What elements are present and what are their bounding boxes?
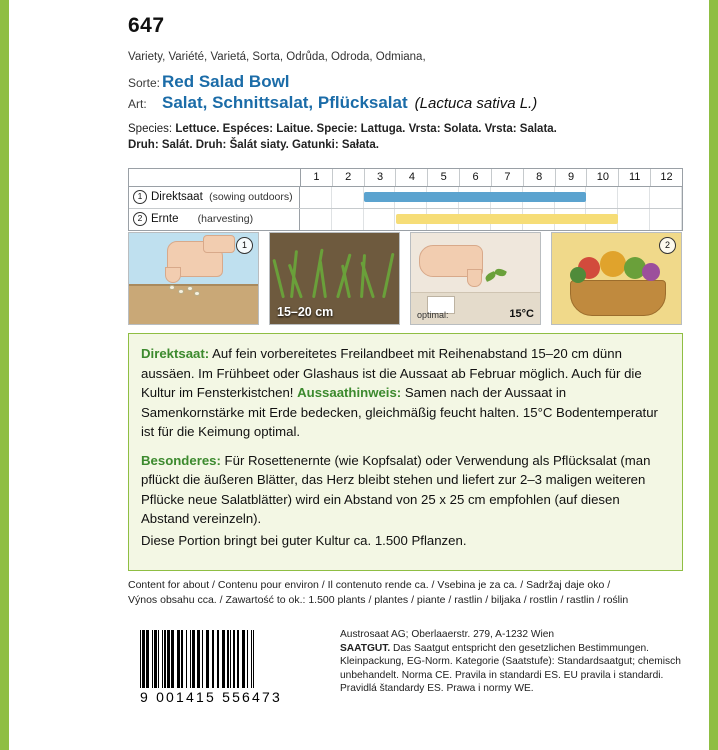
picture-harvest-basket <box>551 232 682 325</box>
ernte-label: Ernte <box>151 213 179 225</box>
legal-block <box>340 628 688 696</box>
month-10: 10 <box>587 169 619 186</box>
art-row <box>128 93 688 113</box>
variety-languages: Variety, Variété, Varietá, Sorta, Odrůda, Odroda, Odmiana, <box>128 51 426 63</box>
aussaathinweis-text: Samen nach der Aussaat in Samenkornstärke mit Erde bedecken, gleichmäßig feucht halten. 15°C Bodentemperatur ist für die Keimung optimal. <box>141 385 658 439</box>
packet-content <box>18 0 718 750</box>
calendar-grid-direktsaat <box>300 187 682 208</box>
besonderes-text: Für Rosettenernte (wie Kopfsalat) oder Verwendung als Pflücksalat (man pflückt die äußeren Blätter, das Herz bleibt stehen und liefert zur 2–3 maligen weiteren Pflücke neue Salatblätter) wird ein Abstand von 25 x 25 cm empfohlen (auf diesen Abstand vereinzeln). <box>141 452 651 526</box>
sorte-name: Red Salad Bowl <box>162 72 290 91</box>
calendar-month-header <box>129 169 682 187</box>
optimal-label: optimal: <box>417 310 449 320</box>
instruction-panel <box>128 333 683 571</box>
cal-cell <box>300 209 332 230</box>
cal-cell <box>332 209 364 230</box>
calendar-row-label-direktsaat <box>129 187 300 208</box>
content-for-block <box>128 578 688 608</box>
art-name: Salat, Schnittsalat, Pflücksalat <box>162 93 408 112</box>
direktsaat-paragraph <box>141 344 670 442</box>
barcode-block <box>140 630 330 708</box>
species-values: Lettuce. Espéces: Laitue. Specie: Lattuga. Vrsta: Solata. Vrsta: Salata. <box>175 123 557 135</box>
aussaathinweis-key: Aussaathinweis: <box>297 385 402 400</box>
marker-2: 2 <box>133 212 147 226</box>
cal-cell <box>618 187 650 208</box>
month-7: 7 <box>492 169 524 186</box>
picture-badge-1: 1 <box>236 237 253 254</box>
calendar-grid-ernte <box>300 209 682 230</box>
calendar-header-spacer <box>129 169 301 186</box>
ernte-sub: (harvesting) <box>197 213 254 225</box>
picture-sowing-outdoors <box>128 232 259 325</box>
cal-cell <box>364 209 396 230</box>
vegetable-pepper <box>600 251 626 277</box>
species-label: Species: <box>128 123 176 135</box>
vegetable-cucumber <box>570 267 586 283</box>
direktsaat-text: Auf fein vorbereitetes Freilandbeet mit Reihenabstand 15–20 cm dünn aussäen. Im Frühbeet oder Glashaus ist die Aussaat ab Februar möglich. Auch für die Kultur im Fensterkistchen! <box>141 346 642 400</box>
calendar-row-ernte <box>129 209 682 230</box>
sowing-bar <box>364 192 587 202</box>
month-5: 5 <box>428 169 460 186</box>
picture-badge-2: 2 <box>659 237 676 254</box>
saatgut-label: SAATGUT. <box>340 642 391 654</box>
species-lines <box>128 121 688 153</box>
direktsaat-key: Direktsaat: <box>141 346 210 361</box>
sorte-label: Sorte: <box>128 76 161 90</box>
marker-1: 1 <box>133 190 147 204</box>
cal-cell <box>618 209 650 230</box>
harvest-bar <box>396 214 619 224</box>
article-number: 647 <box>128 14 165 37</box>
barcode-digits: 9 001415 556473 <box>140 689 282 705</box>
legal-text-line <box>340 642 688 696</box>
basket-icon <box>570 280 666 316</box>
calendar-row-direktsaat <box>129 187 682 209</box>
vegetable-eggplant <box>642 263 660 281</box>
portion-paragraph: Diese Portion bringt bei guter Kultur ca. 1.500 Pflanzen. <box>141 532 467 548</box>
cal-cell <box>300 187 332 208</box>
content-for-line-1: Content for about / Contenu pour environ / Il contenuto rende ca. / Vsebina je za ca. / Sadržaj daje oko / <box>128 579 611 591</box>
instruction-pictures <box>128 232 683 325</box>
cal-cell <box>586 187 618 208</box>
content-for-line-2: Výnos obsahu cca. / Zawartość to ok.: 1.500 plants / plantes / piante / rastlin / biljaka / rostlin / rastlin / roślin <box>128 594 629 606</box>
besonderes-paragraph <box>141 451 670 529</box>
month-8: 8 <box>524 169 556 186</box>
month-11: 11 <box>619 169 651 186</box>
month-1: 1 <box>301 169 333 186</box>
species-values-2: Druh: Salát. Druh: Šalát siaty. Gatunki: Sałata. <box>128 139 379 151</box>
picture-seedling-rows <box>269 232 400 325</box>
species-line-1 <box>128 121 688 137</box>
picture-transplanting <box>410 232 541 325</box>
month-3: 3 <box>365 169 397 186</box>
direktsaat-label: Direktsaat <box>151 191 203 203</box>
month-4: 4 <box>396 169 428 186</box>
seeds-icon <box>169 285 199 295</box>
cal-cell <box>650 209 682 230</box>
company-line: Austrosaat AG; Oberlaaerstr. 279, A-1232 Wien <box>340 629 555 640</box>
seedling-icon <box>485 269 511 295</box>
variety-header <box>128 50 688 153</box>
latin-name: (Lactuca sativa L.) <box>414 95 538 112</box>
direktsaat-sub: (sowing outdoors) <box>209 191 293 203</box>
besonderes-key: Besonderes: <box>141 452 221 468</box>
legal-text: Das Saatgut entspricht den gesetzlichen Bestimmungen. Kleinpackung, EG-Norm. Kategorie (Saatstufe): Standardsaatgut; chemisch unbehandelt. Norma CE. Pravila in standardi ES. EU pravila i standardi. Pravidlá štandardy ES. Prawa i normy WE. <box>340 642 681 695</box>
sowing-calendar <box>128 168 683 231</box>
cal-cell <box>650 187 682 208</box>
month-12: 12 <box>660 171 673 183</box>
sorte-row <box>128 72 688 92</box>
optimal-temperature: 15°C <box>509 308 534 320</box>
row-spacing-caption: 15–20 cm <box>277 305 334 319</box>
species-line-2 <box>128 137 688 153</box>
calendar-row-label-ernte <box>129 209 300 230</box>
finger-shape <box>165 267 181 283</box>
month-9: 9 <box>556 169 588 186</box>
month-6: 6 <box>460 169 492 186</box>
finger-shape <box>467 269 482 287</box>
month-2: 2 <box>333 169 365 186</box>
cal-cell <box>332 187 364 208</box>
arm-shape <box>203 235 235 253</box>
barcode-image <box>140 630 330 688</box>
art-label: Art: <box>128 97 147 111</box>
